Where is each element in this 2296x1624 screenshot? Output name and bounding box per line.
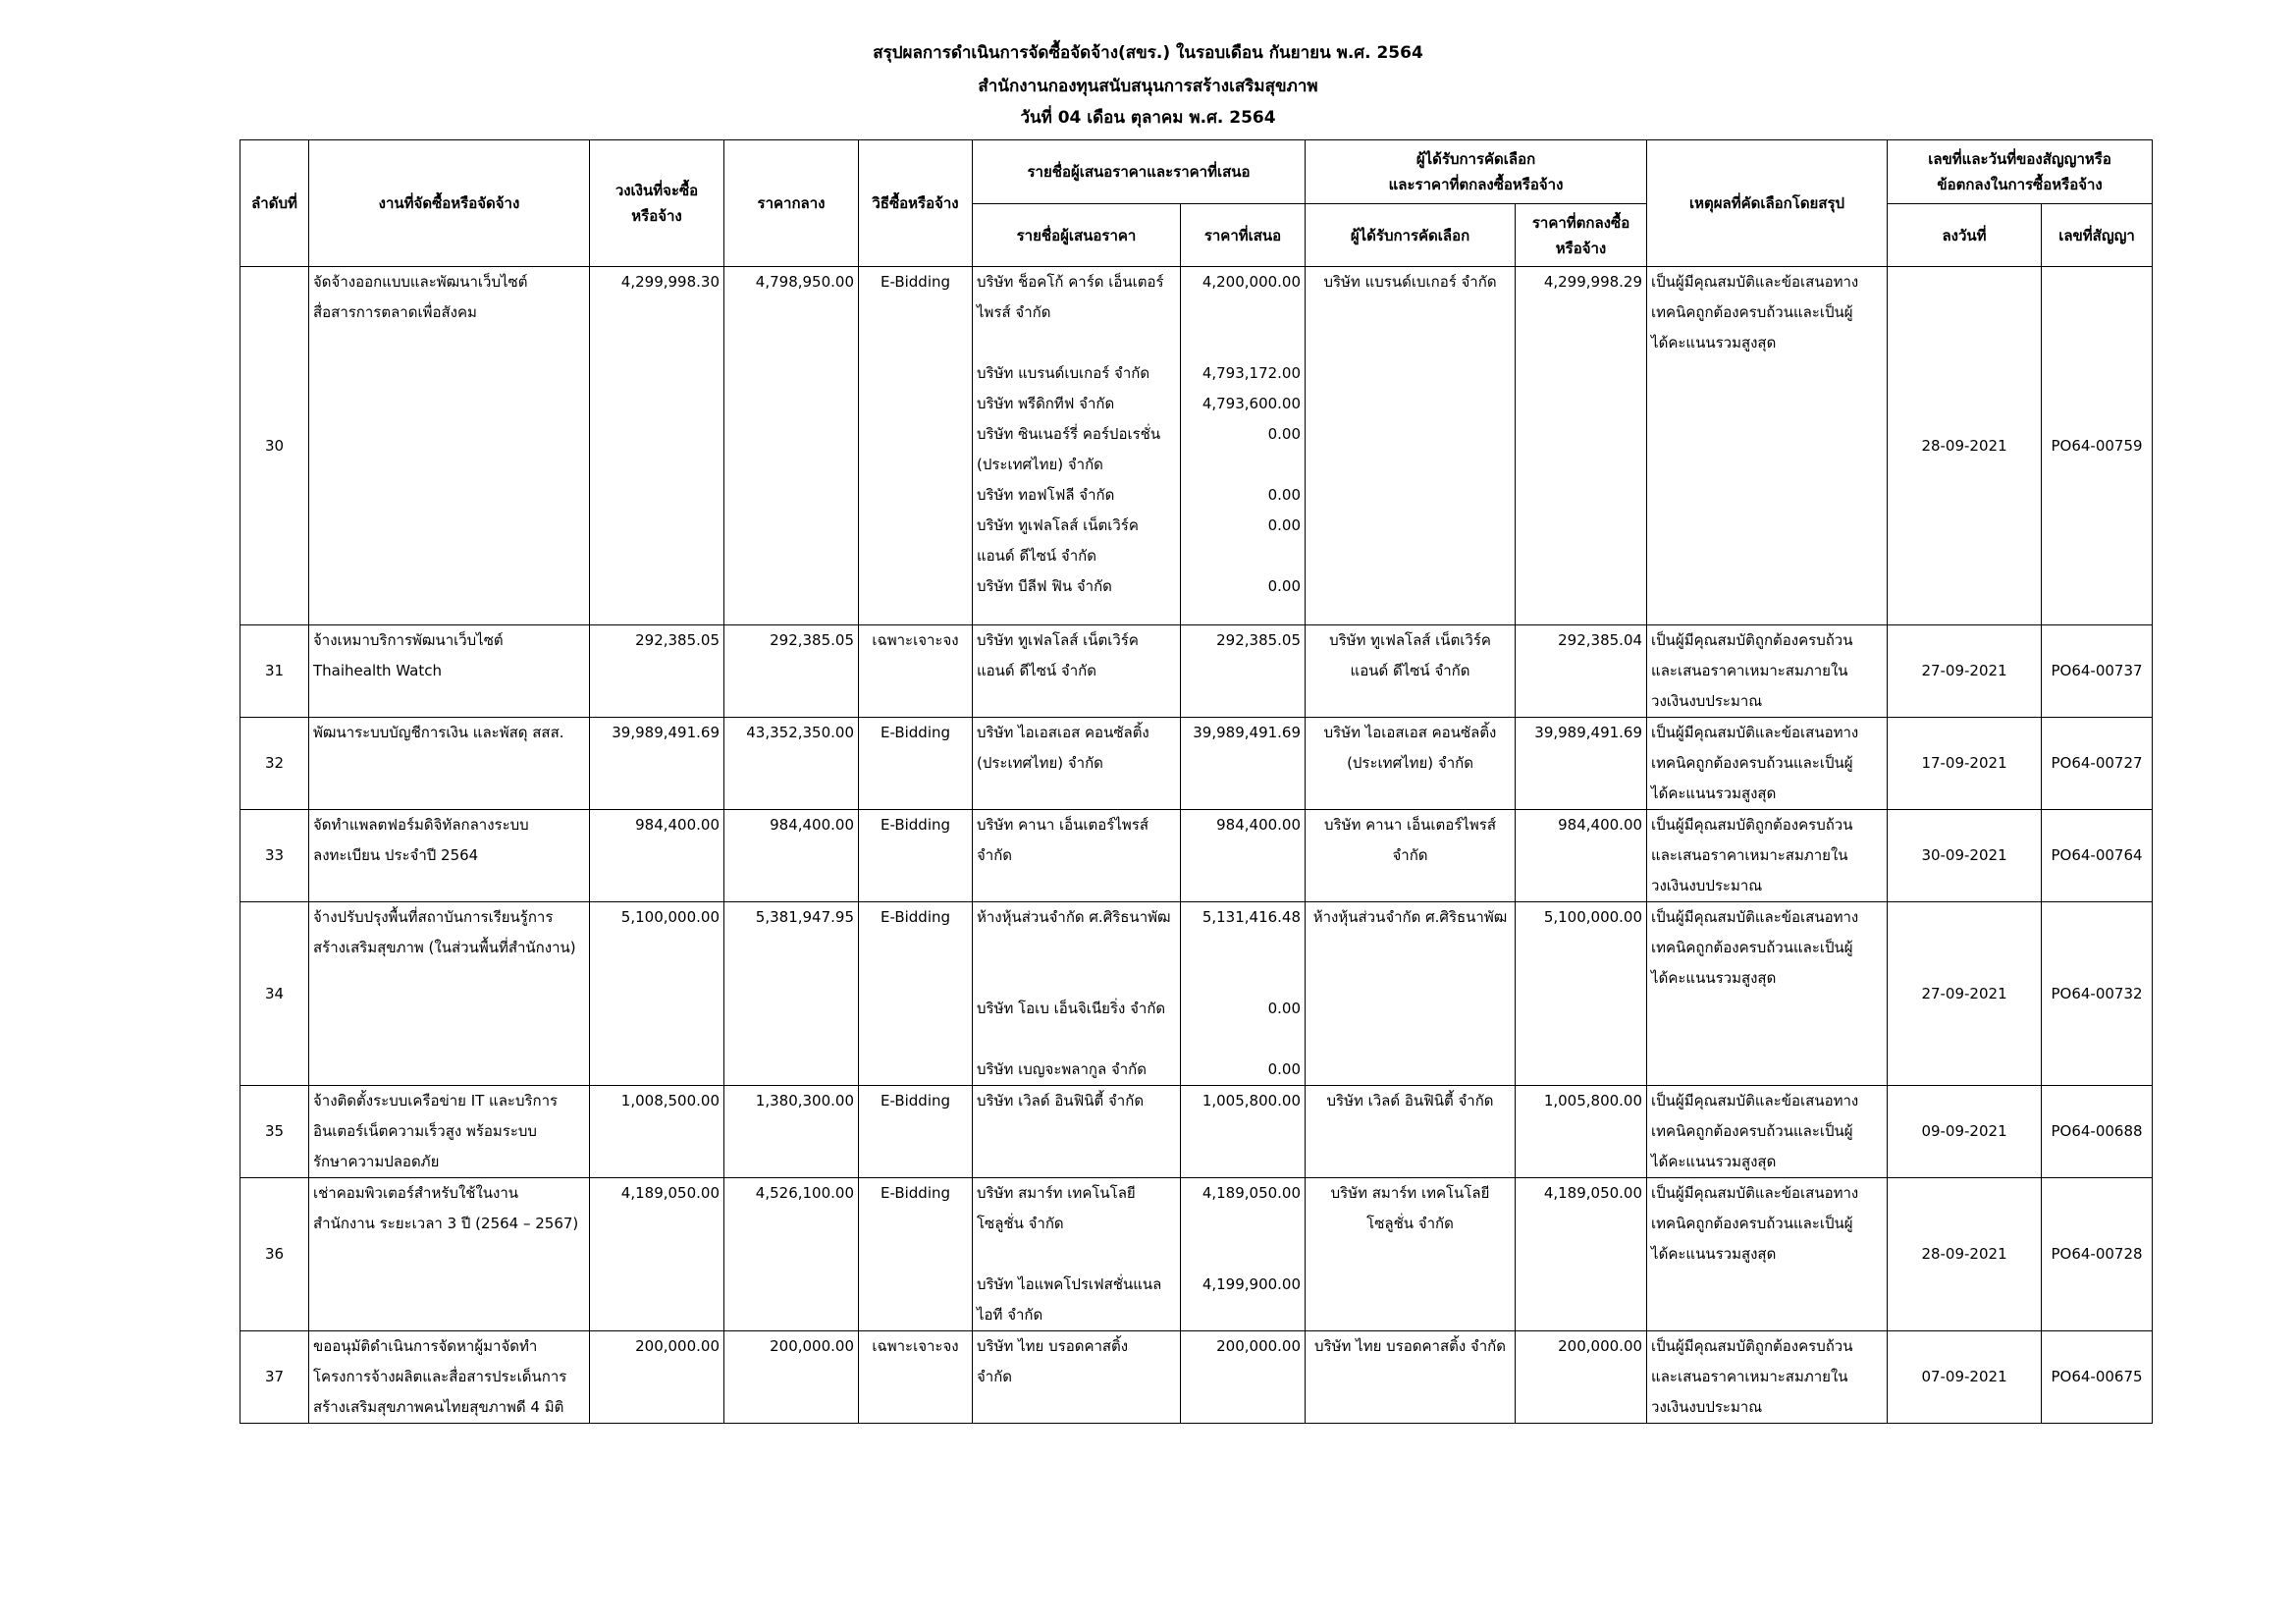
reason-line: ได้คะแนนรวมสูงสุด — [1651, 334, 1777, 352]
row-median: 5,381,947.95 — [724, 902, 859, 1086]
reason-line: เป็นผู้มีคุณสมบัติและข้อเสนอทาง — [1651, 1184, 1859, 1202]
row-budget: 4,189,050.00 — [590, 1178, 724, 1331]
bidder-name-line: จำกัด — [977, 1368, 1013, 1385]
row-no: 35 — [240, 1086, 309, 1178]
bid-price: 0.00 — [1267, 577, 1302, 595]
bidder-name-line: (ประเทศไทย) จำกัด — [977, 456, 1103, 473]
row-selected — [1306, 267, 1516, 625]
row-agreed: 1,005,800.00 — [1516, 1086, 1647, 1178]
row-bidder-names — [973, 718, 1181, 810]
row-no: 36 — [240, 1178, 309, 1331]
row-no: 34 — [240, 902, 309, 1086]
table-row — [240, 625, 2153, 718]
row-reason — [1647, 718, 1888, 810]
bidder-name-line: บริษัท เวิลด์ อินฟินิตี้ จำกัด — [977, 1092, 1145, 1110]
bidder-name-line: บริษัท โอเบ เอ็นจิเนียริ่ง จำกัด — [977, 1000, 1166, 1017]
row-budget: 984,400.00 — [590, 810, 724, 902]
row-selected — [1306, 1178, 1516, 1331]
bid-price: 0.00 — [1267, 425, 1302, 443]
row-contract: PO64-00688 — [2042, 1086, 2153, 1178]
row-median: 1,380,300.00 — [724, 1086, 859, 1178]
bidder-name-line: บริษัท เบญจะพลากูล จำกัด — [977, 1060, 1147, 1078]
row-work — [309, 1178, 590, 1331]
row-bidder-names — [973, 625, 1181, 718]
row-date: 30-09-2021 — [1888, 810, 2042, 902]
bidder-name-line: บริษัท ไอเอสเอส คอนซัลติ้ง — [977, 724, 1149, 741]
row-reason — [1647, 1331, 1888, 1424]
selected-line: บริษัท ไอเอสเอส คอนซัลติ้ง — [1323, 724, 1497, 741]
reason-line: และเสนอราคาเหมาะสมภายใน — [1651, 662, 1848, 679]
bidder-name-line: บริษัท ไทย บรอดคาสติ้ง — [977, 1337, 1129, 1355]
row-selected — [1306, 902, 1516, 1086]
row-method: E-Bidding — [859, 902, 973, 1086]
bid-price: 0.00 — [1267, 486, 1302, 504]
selected-line: โซลูชั่น จำกัด — [1366, 1215, 1454, 1232]
row-contract: PO64-00728 — [2042, 1178, 2153, 1331]
header-work: งานที่จัดซื้อหรือจัดจ้าง — [309, 140, 590, 267]
work-line: ลงทะเบียน ประจำปี 2564 — [313, 846, 479, 864]
row-bid-prices — [1181, 267, 1306, 625]
row-agreed: 292,385.04 — [1516, 625, 1647, 718]
row-selected — [1306, 1331, 1516, 1424]
header-selected-line: และราคาที่ตกลงซื้อหรือจ้าง — [1388, 176, 1564, 193]
row-method: E-Bidding — [859, 718, 973, 810]
doc-date: วันที่ 04 เดือน ตุลาคม พ.ศ. 2564 — [1020, 108, 1276, 128]
header-budget-line: หรือจ้าง — [631, 207, 682, 225]
bidder-name-line: แอนด์ ดีไซน์ จำกัด — [977, 662, 1096, 679]
selected-line: จำกัด — [1392, 846, 1428, 864]
bid-price: 5,131,416.48 — [1201, 908, 1302, 926]
selected-line: บริษัท ทูเฟลโลส์ เน็ตเวิร์ค — [1329, 631, 1491, 649]
reason-line: เป็นผู้มีคุณสมบัติและข้อเสนอทาง — [1651, 908, 1859, 926]
table-row — [240, 902, 2153, 1086]
row-date: 17-09-2021 — [1888, 718, 2042, 810]
bidder-name-line: บริษัท คานา เอ็นเตอร์ไพรส์ — [977, 816, 1148, 834]
row-reason — [1647, 625, 1888, 718]
row-method: เฉพาะเจาะจง — [859, 1331, 973, 1424]
bidder-name-line: บริษัท ซินเนอร์รี่ คอร์ปอเรชั่น — [977, 425, 1161, 443]
header-selected-line: ผู้ได้รับการคัดเลือก — [1415, 150, 1536, 168]
row-agreed: 4,299,998.29 — [1516, 267, 1647, 625]
row-bidder-names — [973, 1331, 1181, 1424]
header-bid-price: ราคาที่เสนอ — [1181, 204, 1306, 267]
table-row — [240, 810, 2153, 902]
reason-line: เป็นผู้มีคุณสมบัติและข้อเสนอทาง — [1651, 724, 1859, 741]
bid-price: 984,400.00 — [1216, 816, 1302, 834]
bidder-name-line: ไอที จำกัด — [977, 1306, 1043, 1324]
row-work — [309, 1331, 590, 1424]
work-line: เช่าคอมพิวเตอร์สำหรับใช้ในงาน — [313, 1184, 519, 1202]
row-contract: PO64-00675 — [2042, 1331, 2153, 1424]
reason-line: เป็นผู้มีคุณสมบัติและข้อเสนอทาง — [1651, 273, 1859, 291]
bidder-name-line: บริษัท แบรนด์เบเกอร์ จำกัด — [977, 364, 1150, 382]
row-budget: 200,000.00 — [590, 1331, 724, 1424]
row-bid-prices — [1181, 1331, 1306, 1424]
bid-price: 0.00 — [1267, 516, 1302, 534]
row-agreed: 5,100,000.00 — [1516, 902, 1647, 1086]
reason-line: วงเงินงบประมาณ — [1651, 692, 1763, 710]
work-line: สำนักงาน ระยะเวลา 3 ปี (2564 – 2567) — [313, 1215, 579, 1232]
header-selected-group — [1306, 140, 1647, 204]
reason-line: เทคนิคถูกต้องครบถ้วนและเป็นผู้ — [1651, 754, 1853, 772]
row-date: 07-09-2021 — [1888, 1331, 2042, 1424]
row-median: 984,400.00 — [724, 810, 859, 902]
row-bid-prices — [1181, 1178, 1306, 1331]
work-line: โครงการจ้างผลิตและสื่อสารประเด็นการ — [313, 1368, 567, 1385]
row-median: 4,798,950.00 — [724, 267, 859, 625]
bid-price: 4,199,900.00 — [1201, 1275, 1302, 1293]
row-selected — [1306, 718, 1516, 810]
row-reason — [1647, 1178, 1888, 1331]
selected-line: แอนด์ ดีไซน์ จำกัด — [1350, 662, 1470, 679]
row-date: 27-09-2021 — [1888, 625, 2042, 718]
bidder-name-line: บริษัท พรีดิกทีฟ จำกัด — [977, 395, 1115, 412]
row-bid-prices — [1181, 810, 1306, 902]
bid-price: 39,989,491.69 — [1193, 724, 1302, 741]
row-selected — [1306, 1086, 1516, 1178]
reason-line: เทคนิคถูกต้องครบถ้วนและเป็นผู้ — [1651, 1122, 1853, 1140]
table-body — [240, 267, 2153, 1424]
row-bidder-names — [973, 1086, 1181, 1178]
header-no: ลำดับที่ — [240, 140, 309, 267]
bidder-name-line: บริษัท บีลีฟ ฟิน จำกัด — [977, 577, 1112, 595]
row-selected — [1306, 625, 1516, 718]
selected-line: บริษัท แบรนด์เบเกอร์ จำกัด — [1323, 273, 1497, 291]
header-row-top — [240, 140, 2153, 204]
reason-line: วงเงินงบประมาณ — [1651, 1398, 1763, 1416]
row-work — [309, 902, 590, 1086]
reason-line: วงเงินงบประมาณ — [1651, 877, 1763, 894]
header-agreed-price — [1516, 204, 1647, 267]
row-budget: 4,299,998.30 — [590, 267, 724, 625]
row-no: 37 — [240, 1331, 309, 1424]
bid-price: 4,200,000.00 — [1201, 273, 1302, 291]
header-bidder-name: รายชื่อผู้เสนอราคา — [973, 204, 1181, 267]
row-reason — [1647, 267, 1888, 625]
work-line: พัฒนาระบบบัญชีการเงิน และพัสดุ สสส. — [313, 724, 564, 741]
bidder-name-line: โซลูชั่น จำกัด — [977, 1215, 1064, 1232]
row-method: E-Bidding — [859, 1086, 973, 1178]
bidder-name-line: บริษัท ทูเฟลโลส์ เน็ตเวิร์ค — [977, 631, 1139, 649]
row-method: E-Bidding — [859, 1178, 973, 1331]
header-selected-name: ผู้ได้รับการคัดเลือก — [1306, 204, 1516, 267]
selected-line: บริษัท สมาร์ท เทคโนโลยี — [1330, 1184, 1490, 1202]
row-reason — [1647, 810, 1888, 902]
work-line: จ้างปรับปรุงพื้นที่สถาบันการเรียนรู้การ — [313, 908, 554, 926]
selected-line: ห้างหุ้นส่วนจำกัด ศ.ศิริธนาพัฒ — [1312, 908, 1508, 926]
row-budget: 39,989,491.69 — [590, 718, 724, 810]
row-no: 30 — [240, 267, 309, 625]
row-date: 09-09-2021 — [1888, 1086, 2042, 1178]
work-line: ขออนุมัติดำเนินการจัดหาผู้มาจัดทำ — [313, 1337, 538, 1355]
table-row — [240, 1178, 2153, 1331]
bidder-name-line: จำกัด — [977, 846, 1013, 864]
row-contract: PO64-00764 — [2042, 810, 2153, 902]
header-budget-line: วงเงินที่จะซื้อ — [614, 182, 699, 199]
row-bidder-names — [973, 902, 1181, 1086]
row-bid-prices — [1181, 718, 1306, 810]
reason-line: เทคนิคถูกต้องครบถ้วนและเป็นผู้ — [1651, 1215, 1853, 1232]
work-line: Thaihealth Watch — [313, 662, 442, 679]
reason-line: เป็นผู้มีคุณสมบัติถูกต้องครบถ้วน — [1651, 816, 1853, 834]
work-line: จ้างเหมาบริการพัฒนาเว็บไซต์ — [313, 631, 504, 649]
row-bid-prices — [1181, 902, 1306, 1086]
row-bid-prices — [1181, 625, 1306, 718]
reason-line: เทคนิคถูกต้องครบถ้วนและเป็นผู้ — [1651, 303, 1853, 321]
header-reason: เหตุผลที่คัดเลือกโดยสรุป — [1647, 140, 1888, 267]
bid-price: 4,793,600.00 — [1201, 395, 1302, 412]
reason-line: ได้คะแนนรวมสูงสุด — [1651, 785, 1777, 802]
table-row — [240, 718, 2153, 810]
reason-line: ได้คะแนนรวมสูงสุด — [1651, 1153, 1777, 1170]
table-row — [240, 1331, 2153, 1424]
row-work — [309, 267, 590, 625]
header-date: ลงวันที่ — [1888, 204, 2042, 267]
bid-price: 0.00 — [1267, 1060, 1302, 1078]
row-reason — [1647, 1086, 1888, 1178]
row-work — [309, 1086, 590, 1178]
row-selected — [1306, 810, 1516, 902]
selected-line: บริษัท คานา เอ็นเตอร์ไพรส์ — [1324, 816, 1497, 834]
row-agreed: 984,400.00 — [1516, 810, 1647, 902]
work-line: จ้างติดตั้งระบบเครือข่าย IT และบริการ — [313, 1092, 559, 1110]
work-line: จัดทำแพลตฟอร์มดิจิทัลกลางระบบ — [313, 816, 529, 834]
row-date: 28-09-2021 — [1888, 1178, 2042, 1331]
row-agreed: 200,000.00 — [1516, 1331, 1647, 1424]
row-agreed: 4,189,050.00 — [1516, 1178, 1647, 1331]
row-agreed: 39,989,491.69 — [1516, 718, 1647, 810]
row-contract: PO64-00737 — [2042, 625, 2153, 718]
reason-line: และเสนอราคาเหมาะสมภายใน — [1651, 1368, 1848, 1385]
reason-line: เป็นผู้มีคุณสมบัติและข้อเสนอทาง — [1651, 1092, 1859, 1110]
row-median: 43,352,350.00 — [724, 718, 859, 810]
bidder-name-line: บริษัท ทอฟโฟลี จำกัด — [977, 486, 1115, 504]
bid-price: 0.00 — [1267, 1000, 1302, 1017]
bidder-name-line: ห้างหุ้นส่วนจำกัด ศ.ศิริธนาพัฒ — [977, 908, 1171, 926]
header-agreed-line: หรือจ้าง — [1555, 239, 1607, 257]
table-row — [240, 267, 2153, 625]
table-row — [240, 1086, 2153, 1178]
row-work — [309, 718, 590, 810]
row-work — [309, 625, 590, 718]
reason-line: ได้คะแนนรวมสูงสุด — [1651, 969, 1777, 987]
row-bidder-names — [973, 1178, 1181, 1331]
work-line: สร้างเสริมสุขภาพ (ในส่วนพื้นที่สำนักงาน) — [313, 939, 576, 956]
row-reason — [1647, 902, 1888, 1086]
bid-price: 4,793,172.00 — [1201, 364, 1302, 382]
row-contract: PO64-00759 — [2042, 267, 2153, 625]
work-line: สื่อสารการตลาดเพื่อสังคม — [313, 303, 477, 321]
work-line: รักษาความปลอดภัย — [313, 1153, 440, 1170]
selected-line: บริษัท ไทย บรอดคาสติ้ง จำกัด — [1314, 1337, 1506, 1355]
row-no: 32 — [240, 718, 309, 810]
row-no: 33 — [240, 810, 309, 902]
reason-line: ได้คะแนนรวมสูงสุด — [1651, 1245, 1777, 1263]
header-contract-line: ข้อตกลงในการซื้อหรือจ้าง — [1937, 176, 2103, 193]
header-contract-no: เลขที่สัญญา — [2042, 204, 2153, 267]
doc-agency: สำนักงานกองทุนสนับสนุนการสร้างเสริมสุขภาพ — [978, 77, 1318, 96]
bid-price: 4,189,050.00 — [1201, 1184, 1302, 1202]
header-contract-line: เลขที่และวันที่ของสัญญาหรือ — [1928, 150, 2111, 168]
selected-line: บริษัท เวิลด์ อินฟินิตี้ จำกัด — [1326, 1092, 1494, 1110]
bidder-name-line: แอนด์ ดีไซน์ จำกัด — [977, 547, 1096, 565]
row-method: E-Bidding — [859, 267, 973, 625]
row-no: 31 — [240, 625, 309, 718]
bid-price: 200,000.00 — [1216, 1337, 1302, 1355]
bidder-name-line: บริษัท ช็อคโก้ คาร์ด เอ็นเตอร์ — [977, 273, 1164, 291]
bidder-name-line: บริษัท สมาร์ท เทคโนโลยี — [977, 1184, 1136, 1202]
row-date: 27-09-2021 — [1888, 902, 2042, 1086]
row-contract: PO64-00732 — [2042, 902, 2153, 1086]
work-line: สร้างเสริมสุขภาพคนไทยสุขภาพดี 4 มิติ — [313, 1398, 564, 1416]
header-method: วิธีซื้อหรือจ้าง — [859, 140, 973, 267]
row-work — [309, 810, 590, 902]
row-median: 292,385.05 — [724, 625, 859, 718]
bidder-name-line: บริษัท ทูเฟลโลส์ เน็ตเวิร์ค — [977, 516, 1139, 534]
bidder-name-line: บริษัท ไอแพคโปรเฟสชั่นแนล — [977, 1275, 1162, 1293]
row-budget: 1,008,500.00 — [590, 1086, 724, 1178]
header-contract-group — [1888, 140, 2153, 204]
bid-price: 1,005,800.00 — [1201, 1092, 1302, 1110]
reason-line: เป็นผู้มีคุณสมบัติถูกต้องครบถ้วน — [1651, 631, 1853, 649]
header-median: ราคากลาง — [724, 140, 859, 267]
bidder-name-line: ไพรส์ จำกัด — [977, 303, 1051, 321]
bid-price: 292,385.05 — [1216, 631, 1302, 649]
reason-line: และเสนอราคาเหมาะสมภายใน — [1651, 846, 1848, 864]
bidder-name-line: (ประเทศไทย) จำกัด — [977, 754, 1103, 772]
work-line: อินเตอร์เน็ตความเร็วสูง พร้อมระบบ — [313, 1122, 537, 1140]
row-budget: 5,100,000.00 — [590, 902, 724, 1086]
row-method: E-Bidding — [859, 810, 973, 902]
row-date: 28-09-2021 — [1888, 267, 2042, 625]
reason-line: เทคนิคถูกต้องครบถ้วนและเป็นผู้ — [1651, 939, 1853, 956]
row-bidder-names — [973, 267, 1181, 625]
row-median: 200,000.00 — [724, 1331, 859, 1424]
row-budget: 292,385.05 — [590, 625, 724, 718]
work-line: จัดจ้างออกแบบและพัฒนาเว็บไซต์ — [313, 273, 528, 291]
header-agreed-line: ราคาที่ตกลงซื้อ — [1531, 213, 1630, 232]
row-bidder-names — [973, 810, 1181, 902]
selected-line: (ประเทศไทย) จำกัด — [1347, 754, 1473, 772]
row-median: 4,526,100.00 — [724, 1178, 859, 1331]
row-bid-prices — [1181, 1086, 1306, 1178]
header-bidders-group: รายชื่อผู้เสนอราคาและราคาที่เสนอ — [973, 140, 1306, 204]
procurement-table — [240, 139, 2153, 1424]
doc-title: สรุปผลการดำเนินการจัดซื้อจัดจ้าง(สขร.) ในรอบเดือน กันยายน พ.ศ. 2564 — [873, 43, 1423, 63]
header-budget — [590, 140, 724, 267]
row-contract: PO64-00727 — [2042, 718, 2153, 810]
reason-line: เป็นผู้มีคุณสมบัติถูกต้องครบถ้วน — [1651, 1337, 1853, 1355]
row-method: เฉพาะเจาะจง — [859, 625, 973, 718]
